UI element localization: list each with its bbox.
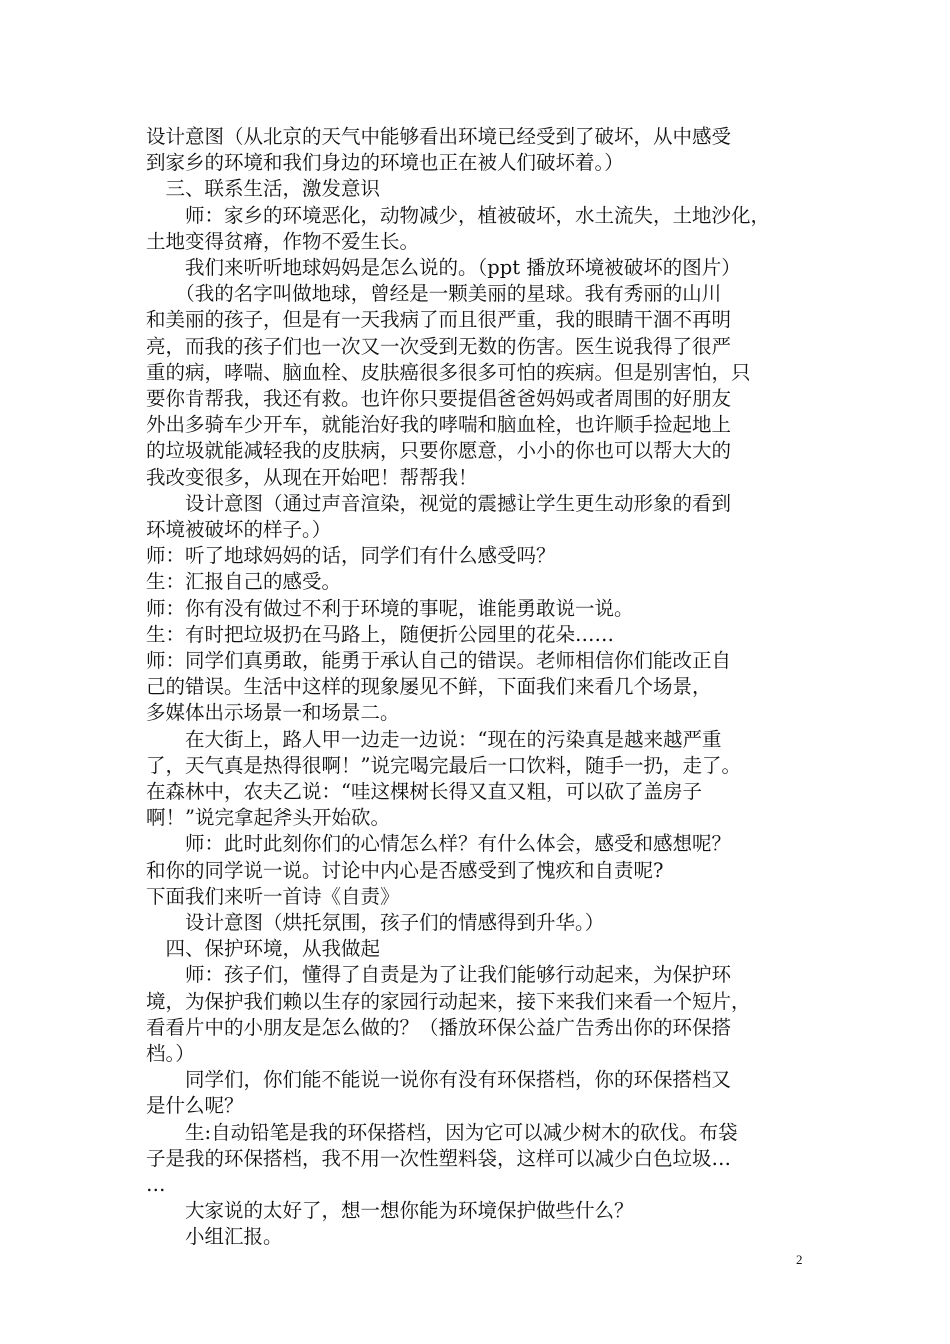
text-line: 三、联系生活，激发意识: [146, 177, 381, 201]
text-line: 亮，而我的孩子们也一次又一次受到无数的伤害。医生说我得了很严: [146, 334, 732, 358]
text-line: 生：有时把垃圾扔在马路上，随便折公园里的花朵……: [146, 622, 615, 646]
text-line: 档。）: [146, 1042, 195, 1065]
text-line: 我改变很多，从现在开始吧！帮帮我！: [146, 465, 478, 489]
page-number: 2: [796, 1252, 803, 1267]
text-line: 大家说的太好了，想一想你能为环境保护做些什么？: [146, 1199, 634, 1223]
text-line: 了，天气真是热得很啊！”说完喝完最后一口饮料，随手一扔，走了。: [146, 753, 741, 777]
text-line: 看看片中的小朋友是怎么做的？（播放环保公益广告秀出你的环保搭: [146, 1015, 732, 1039]
text-line: 生：汇报自己的感受。: [146, 570, 342, 594]
text-line: 要你肯帮我，我还有救。也许你只要提倡爸爸妈妈或者周围的好朋友: [146, 387, 732, 410]
text-line: 子是我的环保搭档，我不用一次性塑料袋，这样可以减少白色垃圾…: [146, 1146, 732, 1170]
text-line: 师：此时此刻你们的心情怎么样？有什么体会，感受和感想呢？: [146, 832, 732, 856]
text-line: 师：听了地球妈妈的话，同学们有什么感受吗？: [146, 544, 556, 568]
text-line: 多媒体出示场景一和场景二。: [146, 701, 400, 725]
text-line: …: [146, 1173, 166, 1196]
text-line: 外出多骑车少开车，就能治好我的哮喘和脑血栓，也许顺手捡起地上: [146, 413, 732, 437]
text-line: 师：同学们真勇敢，能勇于承认自己的错误。老师相信你们能改正自: [146, 649, 732, 672]
text-line: 师：家乡的环境恶化，动物减少，植被破坏，水土流失，土地沙化，: [146, 203, 771, 227]
text-line: 小组汇报。: [146, 1225, 283, 1249]
text-line: 设计意图（烘托氛围，孩子们的情感得到升华。）: [146, 911, 605, 934]
text-line: 土地变得贫瘠，作物不爱生长。: [146, 229, 420, 253]
text-line: 环境被破坏的样子。）: [146, 518, 332, 541]
text-line: 重的病，哮喘、脑血栓、皮肤癌很多很多可怕的疾病。但是别害怕，只: [146, 360, 751, 384]
text-line: 四、保护环境，从我做起: [146, 937, 381, 961]
text-line: 生:自动铅笔是我的环保搭档，因为它可以减少树木的砍伐。布袋: [146, 1120, 738, 1144]
text-line: 啊！”说完拿起斧头开始砍。: [146, 806, 390, 830]
text-line: 和你的同学说一说。讨论中内心是否感受到了愧疚和自责呢?: [146, 858, 664, 882]
text-line: 己的错误。生活中这样的现象屡见不鲜，下面我们来看几个场景，: [146, 675, 712, 699]
text-line: 境，为保护我们赖以生存的家园行动起来，接下来我们来看一个短片，: [146, 989, 751, 1013]
text-line: 同学们，你们能不能说一说你有没有环保搭档，你的环保搭档又: [146, 1068, 732, 1092]
text-line: 和美丽的孩子，但是有一天我病了而且很严重，我的眼睛干涸不再明: [146, 308, 732, 332]
text-line: 在大街上，路人甲一边走一边说：“现在的污染真是越来越严重: [146, 727, 722, 751]
text-line: 在森林中，农夫乙说：“哇这棵树长得又直又粗，可以砍了盖房子: [146, 780, 702, 803]
text-line: 设计意图（从北京的天气中能够看出环境已经受到了破坏，从中感受: [146, 125, 732, 148]
text-line: 师：孩子们，懂得了自责是为了让我们能够行动起来，为保护环: [146, 963, 732, 987]
text-line: 的垃圾就能减轻我的皮肤病，只要你愿意，小小的你也可以帮大大的: [146, 439, 732, 463]
text-line: 到家乡的环境和我们身边的环境也正在被人们破坏着。）: [146, 151, 624, 175]
text-line: 师：你有没有做过不利于环境的事呢，谁能勇敢说一说。: [146, 596, 634, 620]
text-line: 下面我们来听一首诗《自责》: [146, 884, 400, 908]
text-line: （我的名字叫做地球，曾经是一颗美丽的星球。我有秀丽的山川: [146, 282, 722, 306]
text-line: 是什么呢？: [146, 1094, 244, 1118]
text-line: 设计意图（通过声音渲染，视觉的震撼让学生更生动形象的看到: [146, 491, 732, 515]
text-line: 我们来听听地球妈妈是怎么说的。（ppt 播放环境被破坏的图片）: [146, 256, 741, 279]
